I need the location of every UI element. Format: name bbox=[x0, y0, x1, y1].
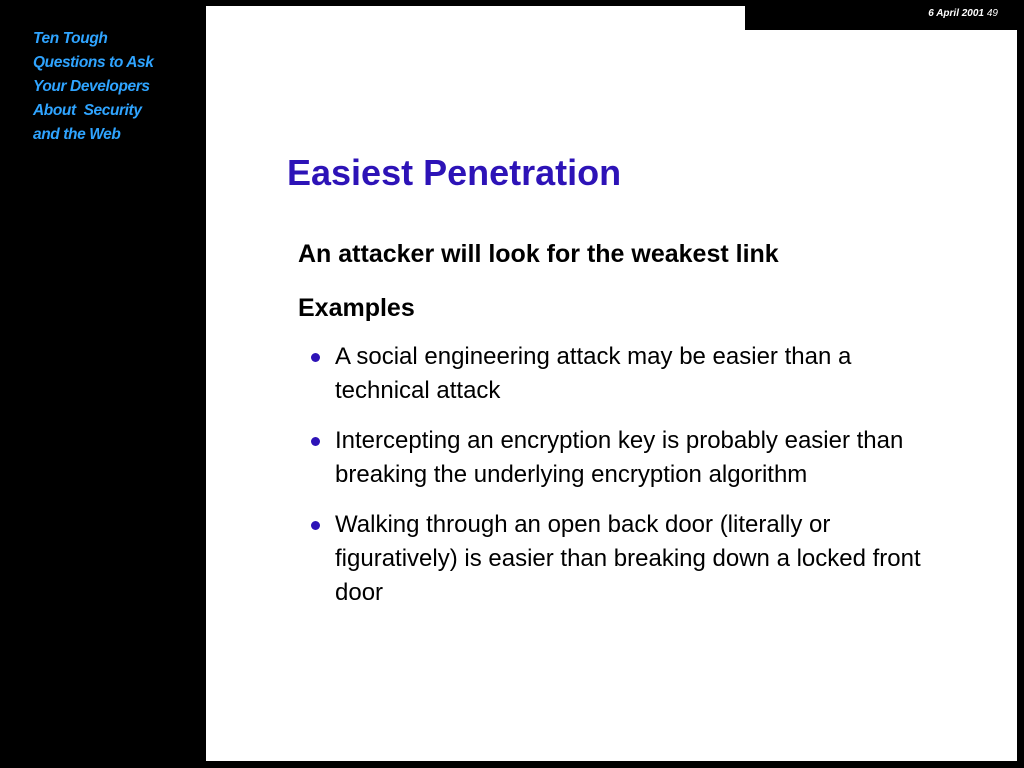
examples-list bbox=[309, 340, 959, 626]
bullet-dot-icon bbox=[311, 521, 320, 530]
header-date: 6 April 2001 bbox=[928, 8, 984, 19]
sidebar-title-line: and the Web bbox=[33, 126, 121, 143]
sidebar-title-line: Questions to Ask bbox=[33, 54, 154, 71]
list-item bbox=[309, 508, 959, 610]
list-item bbox=[309, 424, 959, 492]
sidebar-title bbox=[33, 27, 203, 147]
bullet-text: Intercepting an encryption key is probably easier than breaking the underlying encryption algorithm bbox=[335, 427, 904, 488]
bullet-dot-icon bbox=[311, 437, 320, 446]
bullet-dot-icon bbox=[311, 353, 320, 362]
sidebar-title-line: Ten Tough bbox=[33, 30, 108, 47]
main-point-examples: Examples bbox=[298, 294, 415, 322]
sidebar-title-line: Your Developers bbox=[33, 78, 150, 95]
page-number: 49 bbox=[986, 8, 998, 19]
header-bar bbox=[745, 0, 1024, 30]
bullet-text: A social engineering attack may be easier than a technical attack bbox=[335, 343, 852, 404]
main-point-weakest-link: An attacker will look for the weakest link bbox=[298, 240, 779, 268]
slide-title: Easiest Penetration bbox=[287, 152, 622, 193]
sidebar-title-line: About Security bbox=[33, 102, 142, 119]
list-item bbox=[309, 340, 959, 408]
bullet-text: Walking through an open back door (literally or figuratively) is easier than breaking down a locked front door bbox=[335, 511, 921, 606]
